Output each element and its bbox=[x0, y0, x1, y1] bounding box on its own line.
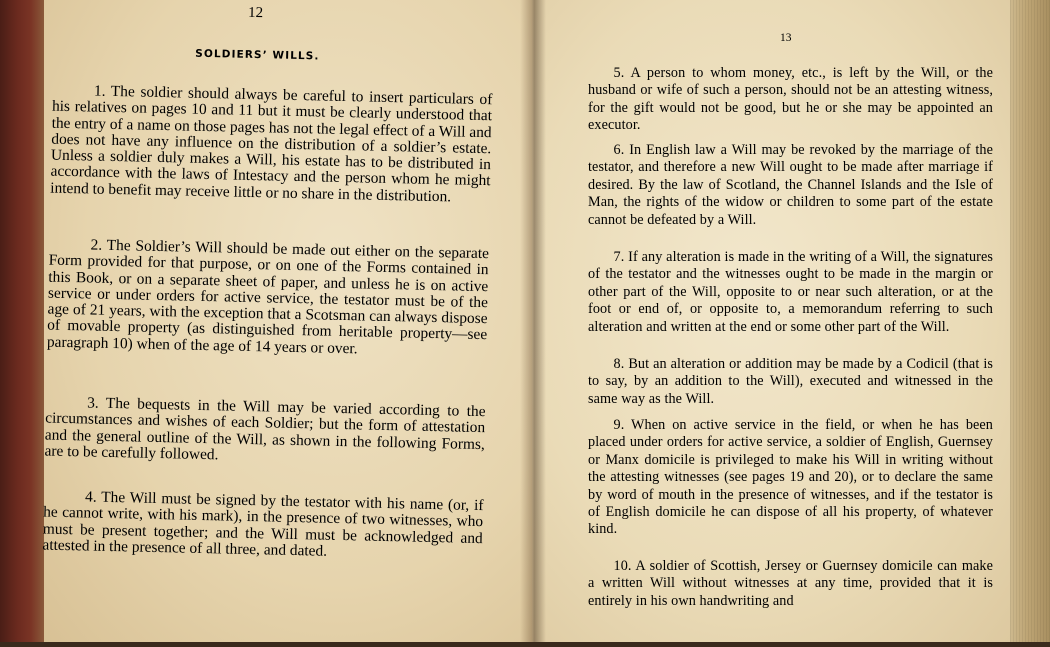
page-number: 12 bbox=[247, 4, 264, 22]
paragraph-7: 7. If any alteration is made in the writing of a Will, the signatures of the testator and the witnesses ought to be made in the margin or other part of the Will, opposite to or near such alteration, or at the foot or end of, or opposite to, a memorandum referring to such alteration and written at the end or some other part of the Will. bbox=[588, 249, 993, 335]
paragraph-5: 5. A person to whom money, etc., is left by the Will, or the husband or wife of such a person, should not be an attesting witness, for the gift would not be good, but he or she may be appointed an executor. bbox=[588, 65, 993, 134]
paragraph-4: 4. The Will must be signed by the testator with his name (or, if he cannot write, with his mark), in the presence of two witnesses, who must be present together; and the Will must be acknowledged and attested in the presence of all three, and dated. bbox=[42, 488, 484, 560]
paragraph-6: 6. In English law a Will may be revoked by the marriage of the testator, and therefore a new Will ought to be made after marriage if desired. By the law of Scotland, the Channel Islands and the Isle of Man, the rights of the widow or children to some part of the estate cannot be defeated by a Will. bbox=[588, 142, 993, 228]
paragraph-3: 3. The bequests in the Will may be varied according to the circumstances and wishes of each Soldier; but the form of attestation and the general outline of the Will, as shown in the following Forms, are to be carefully followed. bbox=[44, 394, 486, 464]
paragraph-1: 1. The soldier should always be careful to insert particulars of his relatives on pages 10 and 11 but it must be clearly understood that the entry of a name on those pages has not the legal effect of a Will and does not have any influence on the distribution of a soldier’s estate. Unless a soldier duly makes a Will, his estate has to be distributed in accordance with the laws of Intestacy and the person whom he might intend to benefit may receive little or no share in the distribution. bbox=[50, 82, 493, 206]
page-number: 13 bbox=[780, 32, 792, 44]
section-heading: SOLDIERS’ WILLS. bbox=[195, 47, 320, 63]
page-edges bbox=[1010, 0, 1050, 642]
paragraph-10: 10. A soldier of Scottish, Jersey or Guernsey domicile can make a written Will without witnesses at any time, provided that it is entirely in his own handwriting and bbox=[588, 558, 993, 609]
paragraph-8: 8. But an alteration or addition may be made by a Codicil (that is to say, by an addition to the Will), executed and witnessed in the same way as the Will. bbox=[588, 356, 993, 407]
paragraph-9: 9. When on active service in the field, or when he has been placed under orders for active service, a soldier of English, Guernsey or Manx domicile is privileged to make his Will in writing without the attesting witnesses (see pages 19 and 20), or to declare the same by word of mouth in the presence of witnesses, and if the testator is of English domicile he can dispose of all his property, of whatever kind. bbox=[588, 417, 993, 538]
paragraph-2: 2. The Soldier’s Will should be made out either on the separate Form provided for that purpose, or on one of the Forms contained in this Book, or on a separate sheet of paper, and unless he is on active service or under orders for active service, the testator must be of the age of 21 years, with the exception that a Scotsman can always dispose of movable property (as distinguished from heritable property—see paragraph 10) when of the age of 14 years or over. bbox=[46, 236, 490, 358]
